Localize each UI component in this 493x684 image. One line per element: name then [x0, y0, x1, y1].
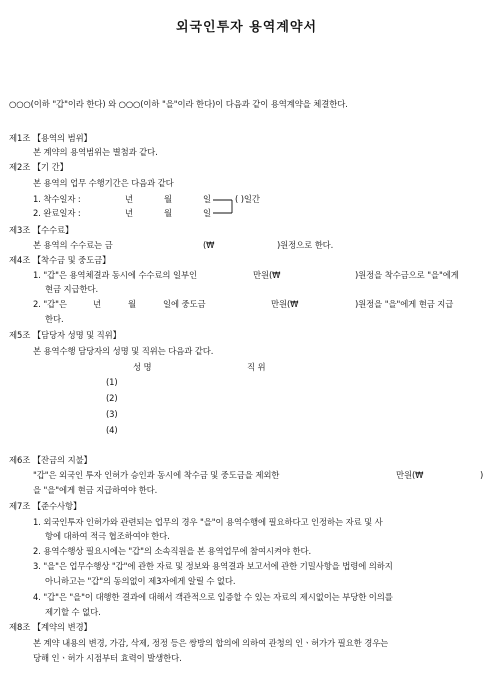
intro-text: ○○○(이하 "갑"이라 한다) 와 ○○○(이하 "을"이라 한다)이 다음과 같이 용역계약을 체결한다.: [9, 99, 348, 109]
art6-line2: 을 "을"에게 현금 지급하여야 한다.: [33, 485, 158, 495]
art7-item1-line1: 1. 외국인투자 인허가와 관련되는 업무의 경우 "을"이 용역수행에 필요하다고 인정하는 자료 및 사: [33, 517, 383, 527]
art2-body: 본 용역의 업무 수행기간은 다음과 같다: [33, 178, 174, 188]
art5-row-1: (1): [106, 377, 118, 387]
art4-heading: 제4조 【착수금 및 중도금】: [9, 255, 111, 265]
art3-body-b: (₩: [203, 240, 215, 250]
art4-item1-a: 1. "갑"은 용역체결과 동시에 수수료의 일부인: [33, 270, 197, 280]
art7-item1-line2: 항에 대하여 적극 협조하여야 한다.: [45, 531, 170, 541]
art5-col-name: 성 명: [133, 362, 152, 372]
art2-period-paren: ( )일간: [235, 194, 260, 204]
art4-item2-e: 한다.: [45, 314, 64, 324]
art1-heading: 제1조 【용역의 범위】: [9, 133, 92, 143]
art7-item4-line1: 4. "갑"은 "을"이 대행한 결과에 대해서 객관적으로 입증할 수 있는 자료의 제시없이는 부당한 이의를: [33, 592, 393, 602]
art8-line1: 본 계약 내용의 변경, 가감, 삭제, 정정 등은 쌍방의 합의에 의하여 관청의 인ㆍ허가가 필요한 경우는: [33, 638, 389, 648]
art2-item1-day: 일: [203, 194, 211, 204]
art7-item3-line1: 3. "을"은 업무수행상 "갑"에 관한 자료 및 정보와 용역결과 보고서에 관한 기밀사항을 법령에 의하지: [33, 561, 393, 571]
art2-item2-year: 년: [125, 208, 133, 218]
art8-heading: 제8조 【계약의 변경】: [9, 622, 92, 632]
art4-item1-d: 현금 지급한다.: [45, 284, 99, 294]
art2-item1-year: 년: [125, 194, 133, 204]
art5-heading: 제5조 【담당자 성명 및 직위】: [9, 330, 121, 340]
art5-row-3: (3): [106, 409, 118, 419]
document-title: 외국인투자 용역계약서: [175, 20, 318, 35]
art4-item2-c: 만원(₩: [271, 299, 299, 309]
art4-item1-c: )원정을 착수금으로 "을"에게: [355, 270, 459, 280]
art6-line1-b: 만원(₩: [396, 470, 424, 480]
art5-row-4: (4): [106, 425, 118, 435]
art7-item3-line2: 아니하고는 "갑"의 동의없이 제3자에게 알릴 수 없다.: [45, 576, 236, 586]
art7-heading: 제7조 【준수사항】: [9, 501, 82, 511]
art4-item1-b: 만원(₩: [253, 270, 281, 280]
art7-item2-line1: 2. 용역수행상 필요시에는 "갑"의 소속직원을 본 용역업무에 참여시켜야 한다.: [33, 546, 312, 556]
art4-item2-b: 일에 중도금: [163, 299, 206, 309]
art5-col-title: 직 위: [247, 362, 266, 372]
art2-item1-month: 월: [164, 194, 172, 204]
art6-line1-c: ): [480, 470, 484, 480]
art2-item1-label: 1. 착수일자 :: [33, 194, 81, 204]
art2-item2-month: 월: [164, 208, 172, 218]
art6-line1-a: "갑"은 외국인 투자 인허가 승인과 동시에 착수금 및 중도금을 제외한: [33, 470, 280, 480]
art1-body: 본 계약의 용역범위는 별첨과 같다.: [33, 147, 158, 157]
art2-heading: 제2조 【기 간】: [9, 162, 68, 172]
art4-item2-year: 년: [93, 299, 101, 309]
art7-item4-line2: 제기할 수 없다.: [45, 607, 101, 617]
art3-body-c: )원정으로 한다.: [277, 240, 334, 250]
art2-item2-label: 2. 완료일자 :: [33, 208, 81, 218]
bracket-connector-icon: [212, 192, 234, 218]
art6-heading: 제6조 【잔금의 지불】: [9, 455, 92, 465]
art2-item2-day: 일: [203, 208, 211, 218]
art5-body: 본 용역수행 담당자의 성명 및 직위는 다음과 같다.: [33, 346, 214, 356]
art3-body-a: 본 용역의 수수료는 금: [33, 240, 113, 250]
art5-row-2: (2): [106, 393, 118, 403]
art3-heading: 제3조 【수수료】: [9, 225, 74, 235]
art4-item2-d: )원정을 "을"에게 현금 지급: [355, 299, 454, 309]
art4-item2-a: 2. "갑"은: [33, 299, 67, 309]
art8-line2: 당해 인ㆍ허가 시점부터 효력이 발생한다.: [33, 653, 182, 663]
art4-item2-month: 월: [128, 299, 136, 309]
